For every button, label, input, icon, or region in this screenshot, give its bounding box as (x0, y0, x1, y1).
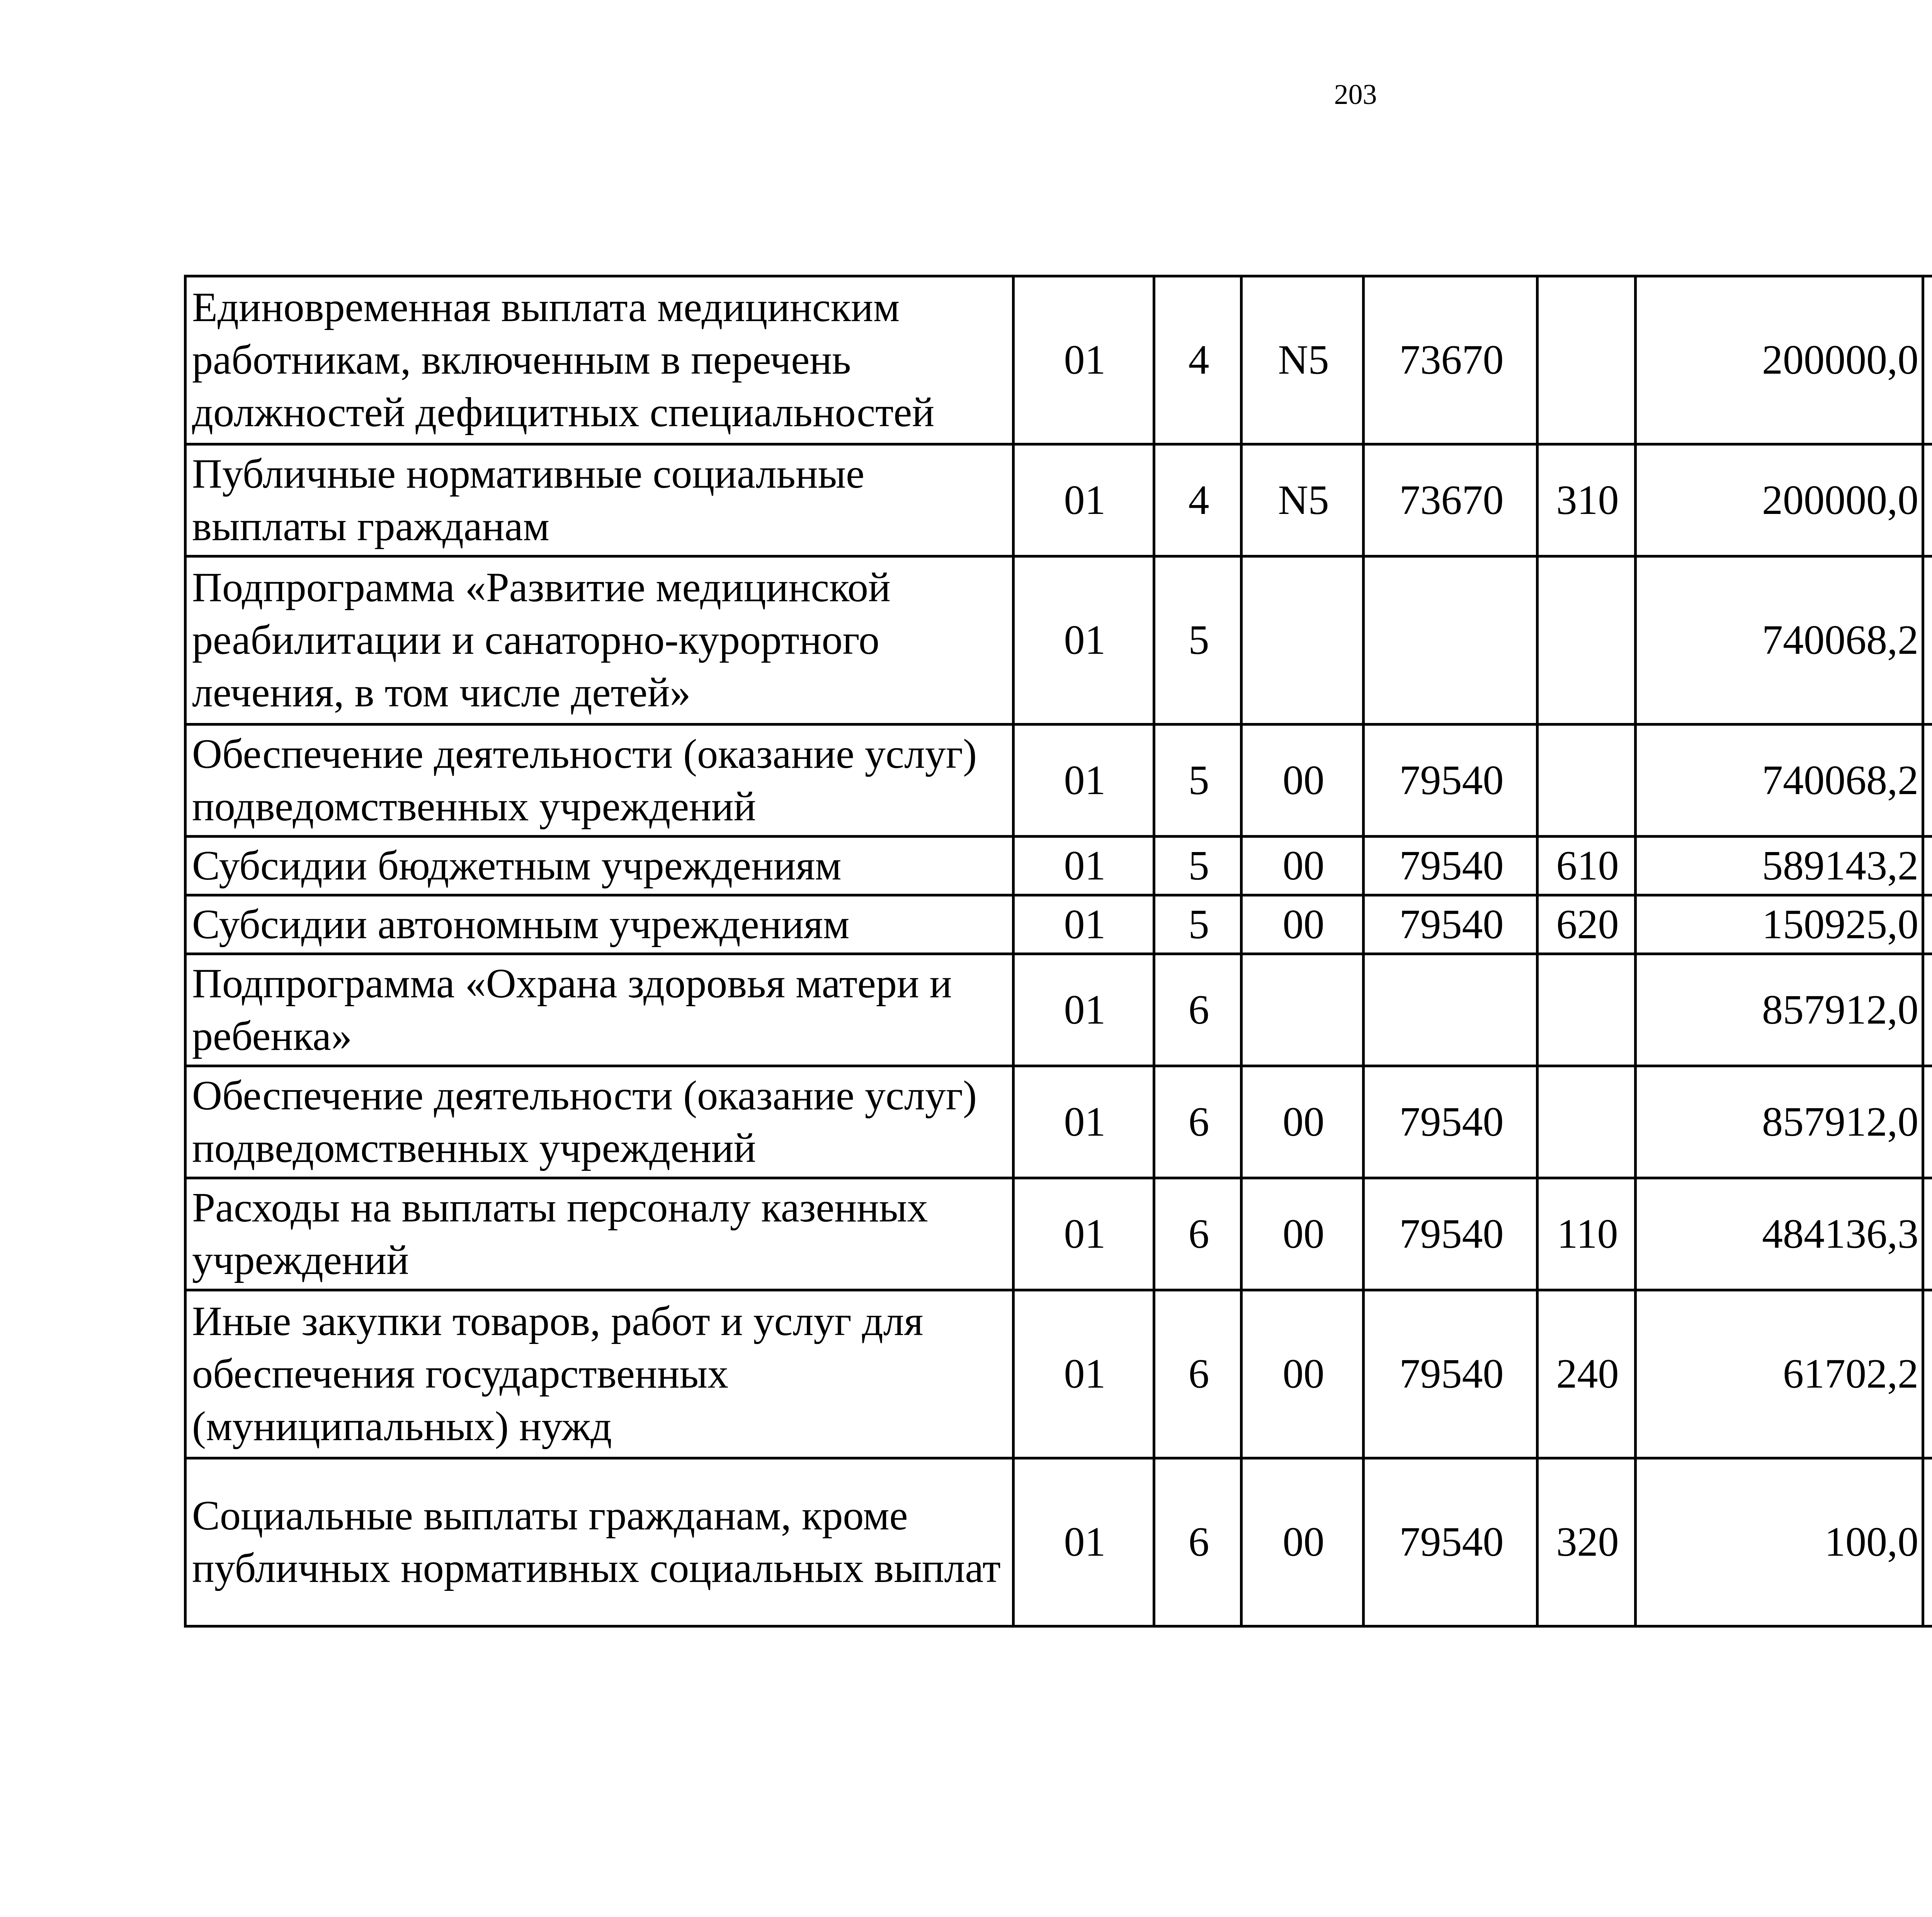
direction-code: 73670 (1364, 444, 1537, 556)
program-code: 01 (1014, 1458, 1154, 1626)
subdirection-code (1242, 954, 1364, 1066)
expense-type-code: 610 (1537, 837, 1636, 895)
table-row (185, 276, 1932, 444)
budget-table (184, 275, 1932, 1628)
subdirection-code: 00 (1242, 1458, 1364, 1626)
amount-year-1: 484136,3 (1636, 1178, 1923, 1290)
table-row (185, 1290, 1932, 1458)
table-row (185, 837, 1932, 895)
table-row (185, 556, 1932, 725)
amount-year-1: 200000,0 (1636, 276, 1923, 444)
program-code: 01 (1014, 954, 1154, 1066)
expense-type-code: 240 (1537, 1290, 1636, 1458)
direction-code: 73670 (1364, 276, 1537, 444)
table-row (185, 1066, 1932, 1178)
expense-type-code: 110 (1537, 1178, 1636, 1290)
amount-year-2 (1923, 895, 1932, 954)
row-name: Иные закупки товаров, работ и услуг для обеспечения государственных (муниципальных) нужд (185, 1290, 1014, 1458)
amount-year-2 (1923, 1458, 1932, 1626)
amount-year-1: 740068,2 (1636, 556, 1923, 725)
subdirection-code: 00 (1242, 895, 1364, 954)
amount-year-2 (1923, 276, 1932, 444)
subprogram-code: 5 (1154, 725, 1242, 837)
subdirection-code: 00 (1242, 725, 1364, 837)
table-row (185, 725, 1932, 837)
amount-year-2 (1923, 1178, 1932, 1290)
expense-type-code: 310 (1537, 444, 1636, 556)
amount-year-2 (1923, 1066, 1932, 1178)
program-code: 01 (1014, 895, 1154, 954)
subprogram-code: 6 (1154, 1066, 1242, 1178)
row-name: Публичные нормативные социальные выплаты гражданам (185, 444, 1014, 556)
amount-year-1: 150925,0 (1636, 895, 1923, 954)
table-row (185, 1178, 1932, 1290)
subdirection-code: 00 (1242, 1066, 1364, 1178)
direction-code (1364, 954, 1537, 1066)
program-code: 01 (1014, 1066, 1154, 1178)
expense-type-code (1537, 725, 1636, 837)
row-name: Обеспечение деятельности (оказание услуг) подведомственных учреждений (185, 1066, 1014, 1178)
program-code: 01 (1014, 444, 1154, 556)
direction-code: 79540 (1364, 895, 1537, 954)
direction-code: 79540 (1364, 725, 1537, 837)
program-code: 01 (1014, 1290, 1154, 1458)
direction-code: 79540 (1364, 1178, 1537, 1290)
amount-year-1: 200000,0 (1636, 444, 1923, 556)
row-name: Обеспечение деятельности (оказание услуг) подведомственных учреждений (185, 725, 1014, 837)
table-row (185, 895, 1932, 954)
amount-year-1: 100,0 (1636, 1458, 1923, 1626)
amount-year-1: 740068,2 (1636, 725, 1923, 837)
row-name: Подпрограмма «Развитие медицинской реабилитации и санаторно-курортного лечения, в том числе детей» (185, 556, 1014, 725)
program-code: 01 (1014, 276, 1154, 444)
subdirection-code: N5 (1242, 444, 1364, 556)
subprogram-code: 4 (1154, 276, 1242, 444)
subprogram-code: 5 (1154, 895, 1242, 954)
subdirection-code (1242, 556, 1364, 725)
amount-year-1: 589143,2 (1636, 837, 1923, 895)
table-row (185, 444, 1932, 556)
subprogram-code: 5 (1154, 556, 1242, 725)
subprogram-code: 6 (1154, 1290, 1242, 1458)
expense-type-code (1537, 276, 1636, 444)
row-name: Расходы на выплаты персоналу казенных учреждений (185, 1178, 1014, 1290)
direction-code (1364, 556, 1537, 725)
amount-year-2 (1923, 954, 1932, 1066)
expense-type-code (1537, 954, 1636, 1066)
amount-year-1: 61702,2 (1636, 1290, 1923, 1458)
program-code: 01 (1014, 556, 1154, 725)
subdirection-code: 00 (1242, 1290, 1364, 1458)
expense-type-code: 320 (1537, 1458, 1636, 1626)
row-name: Субсидии автономным учреждениям (185, 895, 1014, 954)
subdirection-code: N5 (1242, 276, 1364, 444)
subprogram-code: 5 (1154, 837, 1242, 895)
subdirection-code: 00 (1242, 837, 1364, 895)
amount-year-2 (1923, 837, 1932, 895)
program-code: 01 (1014, 1178, 1154, 1290)
amount-year-2 (1923, 556, 1932, 725)
subprogram-code: 4 (1154, 444, 1242, 556)
amount-year-2 (1923, 444, 1932, 556)
subdirection-code: 00 (1242, 1178, 1364, 1290)
expense-type-code (1537, 556, 1636, 725)
table-row (185, 1458, 1932, 1626)
subprogram-code: 6 (1154, 1458, 1242, 1626)
expense-type-code: 620 (1537, 895, 1636, 954)
row-name: Подпрограмма «Охрана здоровья матери и ребенка» (185, 954, 1014, 1066)
page-number: 203 (1334, 79, 1377, 111)
subprogram-code: 6 (1154, 1178, 1242, 1290)
table-row (185, 954, 1932, 1066)
expense-type-code (1537, 1066, 1636, 1178)
direction-code: 79540 (1364, 1458, 1537, 1626)
amount-year-1: 857912,0 (1636, 954, 1923, 1066)
row-name: Единовременная выплата медицинским работникам, включенным в перечень должностей дефицитных специальностей (185, 276, 1014, 444)
row-name: Социальные выплаты гражданам, кроме публичных нормативных социальных выплат (185, 1458, 1014, 1626)
direction-code: 79540 (1364, 837, 1537, 895)
row-name: Субсидии бюджетным учреждениям (185, 837, 1014, 895)
amount-year-2 (1923, 1290, 1932, 1458)
amount-year-1: 857912,0 (1636, 1066, 1923, 1178)
program-code: 01 (1014, 837, 1154, 895)
program-code: 01 (1014, 725, 1154, 837)
direction-code: 79540 (1364, 1066, 1537, 1178)
direction-code: 79540 (1364, 1290, 1537, 1458)
amount-year-2 (1923, 725, 1932, 837)
subprogram-code: 6 (1154, 954, 1242, 1066)
